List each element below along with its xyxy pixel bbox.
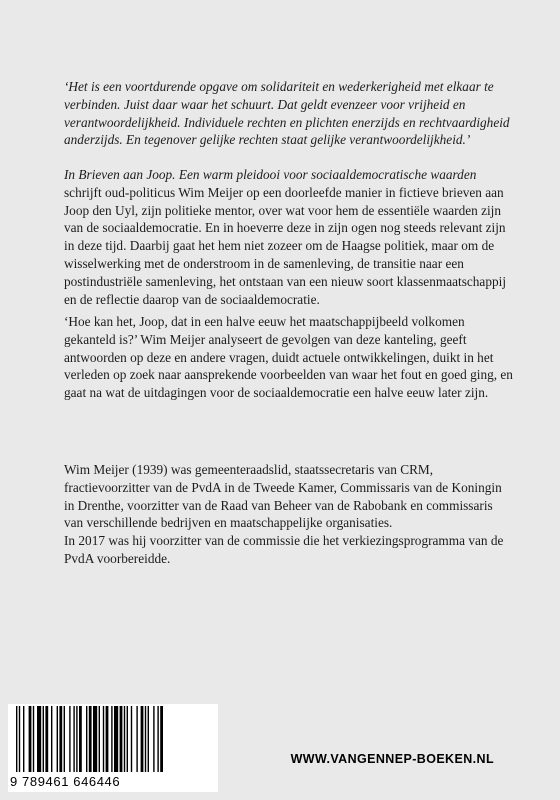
barcode-bar xyxy=(111,706,112,772)
barcode-bar xyxy=(141,706,144,772)
barcode-bar xyxy=(93,706,97,772)
barcode-bar xyxy=(120,706,123,772)
barcode-bar xyxy=(57,706,58,772)
barcode-bar xyxy=(124,706,125,772)
barcode-bar xyxy=(33,706,34,772)
description-paragraph-1-text: schrijft oud-politicus Wim Meijer op een doorleefde manier in fictieve brieven aan Joop den Uyl, zijn politieke mentor, over wat voor hem de essentiële waarden zijn van de sociaaldemocratie. En in hoeverre deze in zijn ogen nog steeds relevant zijn in deze tijd. Daarbij gaat het hem niet zozeer om de Haagse politiek, maar om de wisselwerking met de onderstroom in de samenleving, de transitie naar een postindustriële samenleving, het ontstaan van een nieuw soort klassenmaatschappij en de reflectie daarop van de sociaaldemocratie. xyxy=(64,184,507,307)
barcode-bar xyxy=(23,706,24,772)
cover-quote: ‘Het is een voortdurende opgave om solidariteit en wederkerigheid met elkaar te verbinden. Juist daar waar het schuurt. Dat geldt evenzeer voor vrijheid en verantwoordelijkheid. Individuele rechten en plichten enerzijds en rechtvaardigheid anderzijds. En tegenover gelijke rechten staat gelijke verantwoordelijkheid.’ xyxy=(64,79,510,148)
barcode-bar xyxy=(59,706,62,772)
barcode-bar xyxy=(43,706,44,772)
author-bio-text-2: In 2017 was hij voorzitter van de commissie die het verkiezingsprogramma van de PvdA voorbereidde. xyxy=(64,533,504,566)
barcode-bar xyxy=(148,706,149,772)
barcode-bar xyxy=(69,706,70,772)
description-paragraph-1 xyxy=(64,166,514,308)
barcode-bar xyxy=(29,706,32,772)
barcode-bar xyxy=(79,706,82,772)
barcode-bar xyxy=(16,706,17,772)
barcode-bar xyxy=(76,706,77,772)
author-bio-text: Wim Meijer (1939) was gemeenteraadslid, staatssecretaris van CRM, fractievoorzitter van de PvdA in de Tweede Kamer, Commissaris van de Koningin in Drenthe, voorzitter van de Raad van Beheer van de Rabobank en commissaris van verschillende bedrijven en maatschappelijke organisaties. xyxy=(64,462,502,531)
barcode-bar xyxy=(37,706,41,772)
book-title-italic: In Brieven aan Joop. Een warm pleidooi voor sociaaldemocratische waarden xyxy=(64,167,477,182)
barcode-bar xyxy=(73,706,74,772)
barcode-bar xyxy=(89,706,92,772)
barcode-bar xyxy=(103,706,104,772)
isbn-number: 9 789461 646446 xyxy=(10,774,121,789)
barcode-bar xyxy=(114,706,118,772)
barcode-bar xyxy=(145,706,146,772)
description-paragraph-2: ‘Hoe kan het, Joop, dat in een halve eeuw het maatschappijbeeld volkomen gekanteld is?’ Wim Meijer analyseert de gevolgen van deze kanteling, geeft antwoorden op deze en andere vragen, duidt actuele ontwikkelingen, duikt in het verleden op zoek naar aansprekende voorbeelden van waar het fout en goed ging, en gaat na wat de uitdagingen voor de sociaaldemocratie een halve eeuw later zijn. xyxy=(64,314,513,401)
barcode-bar xyxy=(45,706,48,772)
barcode-bar xyxy=(157,706,158,772)
barcode-bar xyxy=(160,706,163,772)
barcode-bar xyxy=(136,706,137,772)
barcode-bar xyxy=(86,706,87,772)
isbn-barcode xyxy=(8,704,218,792)
barcode-bar xyxy=(127,706,128,772)
publisher-website: WWW.VANGENNEP-BOEKEN.NL xyxy=(290,752,494,766)
barcode-bar xyxy=(99,706,100,772)
barcode-bar xyxy=(106,706,109,772)
barcode-bar xyxy=(19,706,20,772)
author-bio xyxy=(64,461,514,568)
barcode-bar xyxy=(131,706,132,772)
barcode-bar xyxy=(153,706,154,772)
barcode-bar xyxy=(64,706,65,772)
barcode-bars xyxy=(14,706,214,772)
barcode-bar xyxy=(51,706,52,772)
